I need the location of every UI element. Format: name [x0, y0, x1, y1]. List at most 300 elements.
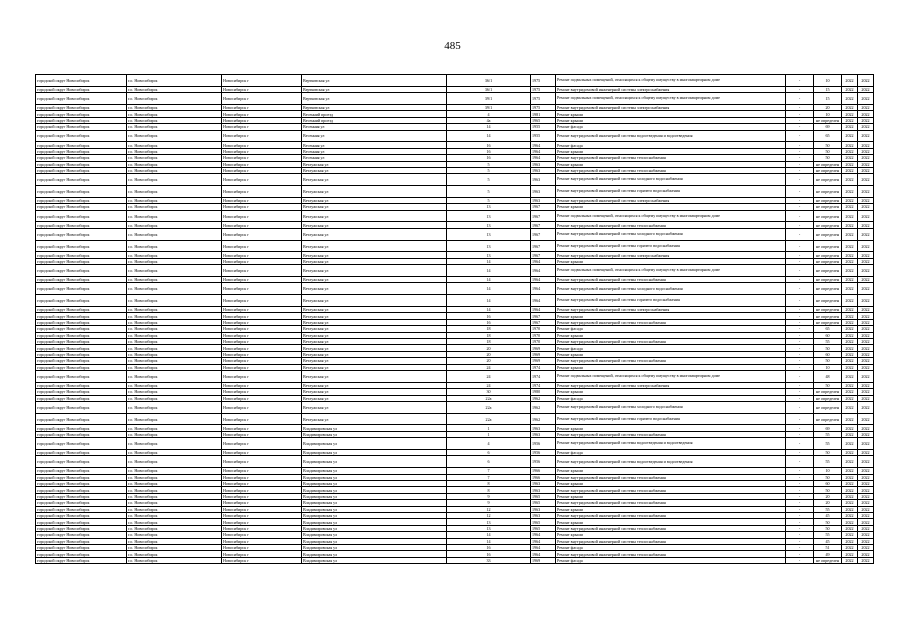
- cell-district: г.о. Новосибирск: [127, 186, 222, 198]
- cell-city: Новосибирск г: [222, 186, 302, 198]
- cell-work-type: Ремонт внутридомовой инженерной системы водоотведения и водоотведения: [556, 438, 786, 450]
- cell-work-type: Ремонт внутридомовой инженерной системы холодного водоснабжения: [556, 401, 786, 413]
- cell-work-type: Ремонт внутридомовой инженерной системы теплоснабжения: [556, 319, 786, 325]
- cell-year-end: 2022: [858, 438, 874, 450]
- cell-municipality: городской округ Новосибирск: [36, 364, 127, 370]
- cell-street: Владимировская ул: [302, 500, 447, 506]
- cell-year-start: 2022: [842, 252, 858, 258]
- cell-city: Новосибирск г: [222, 124, 302, 130]
- cell-year-start: 2022: [842, 551, 858, 557]
- cell-work-type: Ремонт крыши: [556, 351, 786, 357]
- cell-house: 30: [447, 389, 531, 395]
- cell-year-end: 2022: [858, 161, 874, 167]
- cell-municipality: городской округ Новосибирск: [36, 167, 127, 173]
- cell-dash: -: [786, 351, 814, 357]
- cell-city: Новосибирск г: [222, 117, 302, 123]
- cell-cost: 55: [814, 456, 842, 468]
- cell-year: 1964: [531, 277, 556, 283]
- cell-municipality: городской округ Новосибирск: [36, 551, 127, 557]
- cell-year-end: 2022: [858, 493, 874, 499]
- cell-city: Новосибирск г: [222, 228, 302, 240]
- cell-cost: 10: [814, 468, 842, 474]
- cell-year: 1964: [531, 551, 556, 557]
- cell-street: Владимировская ул: [302, 506, 447, 512]
- cell-municipality: городской округ Новосибирск: [36, 425, 127, 431]
- cell-municipality: городской округ Новосибирск: [36, 277, 127, 283]
- cell-year-end: 2022: [858, 222, 874, 228]
- cell-street: Ветлужская ул: [302, 358, 447, 364]
- cell-year-end: 2022: [858, 186, 874, 198]
- cell-dash: -: [786, 204, 814, 210]
- cell-cost: не определен: [814, 167, 842, 173]
- cell-year-end: 2022: [858, 252, 874, 258]
- cell-street: Вертковская ул: [302, 93, 447, 105]
- cell-cost: не определен: [814, 401, 842, 413]
- cell-year-start: 2022: [842, 124, 858, 130]
- cell-street: Ветлужская ул: [302, 332, 447, 338]
- cell-year-end: 2022: [858, 544, 874, 550]
- cell-street: Владимировская ул: [302, 538, 447, 544]
- cell-year-start: 2022: [842, 431, 858, 437]
- cell-dash: -: [786, 525, 814, 531]
- cell-street: Ветлужская ул: [302, 395, 447, 401]
- cell-municipality: городской округ Новосибирск: [36, 456, 127, 468]
- cell-district: г.о. Новосибирск: [127, 197, 222, 203]
- cell-work-type: Ремонт крыши: [556, 161, 786, 167]
- cell-year-start: 2022: [842, 265, 858, 277]
- cell-dash: -: [786, 104, 814, 110]
- cell-street: Владимировская ул: [302, 487, 447, 493]
- cell-work-type: Ремонт фасада: [556, 450, 786, 456]
- cell-house: 14: [447, 307, 531, 313]
- cell-district: г.о. Новосибирск: [127, 450, 222, 456]
- cell-street: Владимировская ул: [302, 493, 447, 499]
- cell-city: Новосибирск г: [222, 258, 302, 264]
- cell-street: Ветлужская ул: [302, 370, 447, 382]
- cell-year-start: 2022: [842, 130, 858, 142]
- cell-dash: -: [786, 130, 814, 142]
- cell-year: 1967: [531, 228, 556, 240]
- cell-year-start: 2022: [842, 500, 858, 506]
- cell-year-start: 2022: [842, 382, 858, 388]
- table-row: [36, 283, 874, 295]
- cell-cost: 51: [814, 544, 842, 550]
- cell-city: Новосибирск г: [222, 413, 302, 425]
- cell-year-end: 2022: [858, 167, 874, 173]
- cell-district: г.о. Новосибирск: [127, 512, 222, 518]
- cell-year-end: 2022: [858, 313, 874, 319]
- cell-cost: 50: [814, 148, 842, 154]
- cell-year-end: 2022: [858, 395, 874, 401]
- capital-repair-table: [35, 74, 874, 564]
- cell-work-type: Ремонт крыши: [556, 468, 786, 474]
- cell-district: г.о. Новосибирск: [127, 93, 222, 105]
- cell-cost: не определен: [814, 161, 842, 167]
- cell-year-end: 2022: [858, 111, 874, 117]
- cell-dash: -: [786, 75, 814, 87]
- cell-cost: не определен: [814, 277, 842, 283]
- cell-house: 39/1: [447, 93, 531, 105]
- cell-house: 24: [447, 364, 531, 370]
- cell-work-type: Ремонт внутридомовой инженерной системы горячего водоснабжения: [556, 413, 786, 425]
- cell-district: г.о. Новосибирск: [127, 313, 222, 319]
- cell-work-type: Ремонт внутридомовой инженерной системы теплоснабжения: [556, 487, 786, 493]
- cell-dash: -: [786, 512, 814, 518]
- cell-year: 1974: [531, 364, 556, 370]
- cell-municipality: городской округ Новосибирск: [36, 307, 127, 313]
- cell-house: 33: [447, 557, 531, 563]
- cell-cost: не определен: [814, 307, 842, 313]
- cell-cost: не определен: [814, 204, 842, 210]
- cell-work-type: Ремонт внутридомовой инженерной системы теплоснабжения: [556, 431, 786, 437]
- cell-municipality: городской округ Новосибирск: [36, 204, 127, 210]
- table-row: [36, 438, 874, 450]
- cell-cost: не определен: [814, 413, 842, 425]
- cell-work-type: Ремонт внутридомовой инженерной системы теплоснабжения: [556, 358, 786, 364]
- cell-dash: -: [786, 148, 814, 154]
- cell-cost: не определен: [814, 174, 842, 186]
- cell-year: 1975: [531, 75, 556, 87]
- cell-work-type: Ремонт фасада: [556, 124, 786, 130]
- cell-cost: 50: [814, 487, 842, 493]
- cell-municipality: городской округ Новосибирск: [36, 124, 127, 130]
- cell-dash: -: [786, 295, 814, 307]
- cell-municipality: городской округ Новосибирск: [36, 506, 127, 512]
- cell-year: 1969: [531, 345, 556, 351]
- cell-city: Новосибирск г: [222, 307, 302, 313]
- cell-cost: 50: [814, 345, 842, 351]
- cell-city: Новосибирск г: [222, 358, 302, 364]
- cell-year-start: 2022: [842, 364, 858, 370]
- cell-work-type: Ремонт внутридомовой инженерной системы водоотведения и водоотведения: [556, 456, 786, 468]
- cell-year: 1962: [531, 401, 556, 413]
- cell-house: 16: [447, 313, 531, 319]
- cell-municipality: городской округ Новосибирск: [36, 210, 127, 222]
- cell-municipality: городской округ Новосибирск: [36, 319, 127, 325]
- cell-dash: -: [786, 532, 814, 538]
- cell-dash: -: [786, 544, 814, 550]
- cell-city: Новосибирск г: [222, 557, 302, 563]
- cell-year-start: 2022: [842, 332, 858, 338]
- cell-municipality: городской округ Новосибирск: [36, 345, 127, 351]
- cell-cost: 60: [814, 351, 842, 357]
- cell-dash: -: [786, 389, 814, 395]
- cell-city: Новосибирск г: [222, 382, 302, 388]
- cell-dash: -: [786, 277, 814, 283]
- cell-year-end: 2022: [858, 117, 874, 123]
- cell-cost: 50: [814, 474, 842, 480]
- cell-street: Весенняя ул: [302, 148, 447, 154]
- cell-work-type: Ремонт внутридомовой инженерной системы холодного водоснабжения: [556, 174, 786, 186]
- cell-dash: -: [786, 438, 814, 450]
- cell-year-end: 2022: [858, 519, 874, 525]
- cell-municipality: городской округ Новосибирск: [36, 338, 127, 344]
- cell-house: 14: [447, 538, 531, 544]
- cell-dash: -: [786, 161, 814, 167]
- cell-house: 14: [447, 283, 531, 295]
- cell-city: Новосибирск г: [222, 155, 302, 161]
- table-row: [36, 93, 874, 105]
- cell-district: г.о. Новосибирск: [127, 351, 222, 357]
- cell-work-type: Ремонт фасада: [556, 142, 786, 148]
- cell-house: 12: [447, 512, 531, 518]
- cell-year-start: 2022: [842, 413, 858, 425]
- cell-district: г.о. Новосибирск: [127, 111, 222, 117]
- cell-work-type: Ремонт внутридомовой инженерной системы горячего водоснабжения: [556, 186, 786, 198]
- cell-city: Новосибирск г: [222, 431, 302, 437]
- cell-street: Владимировская ул: [302, 544, 447, 550]
- cell-year-end: 2022: [858, 130, 874, 142]
- cell-year-end: 2022: [858, 468, 874, 474]
- table-row: [36, 210, 874, 222]
- cell-year-start: 2022: [842, 474, 858, 480]
- cell-work-type: Ремонт крыши: [556, 111, 786, 117]
- cell-city: Новосибирск г: [222, 252, 302, 258]
- cell-municipality: городской округ Новосибирск: [36, 174, 127, 186]
- table-row: [36, 174, 874, 186]
- cell-house: 8: [447, 487, 531, 493]
- cell-city: Новосибирск г: [222, 204, 302, 210]
- cell-year-start: 2022: [842, 148, 858, 154]
- cell-work-type: Ремонт внутридомовой инженерной системы водоотведения и водоотведения: [556, 130, 786, 142]
- cell-district: г.о. Новосибирск: [127, 148, 222, 154]
- cell-year-start: 2022: [842, 338, 858, 344]
- cell-work-type: Ремонт внутридомовой инженерной системы теплоснабжения: [556, 338, 786, 344]
- cell-year-end: 2022: [858, 148, 874, 154]
- cell-cost: не определен: [814, 265, 842, 277]
- cell-house: 4: [447, 111, 531, 117]
- cell-work-type: Ремонт крыши: [556, 117, 786, 123]
- cell-street: Весенний проезд: [302, 117, 447, 123]
- cell-district: г.о. Новосибирск: [127, 277, 222, 283]
- cell-municipality: городской округ Новосибирск: [36, 431, 127, 437]
- cell-work-type: Ремонт внутридомовой инженерной системы теплоснабжения: [556, 167, 786, 173]
- cell-house: 18: [447, 326, 531, 332]
- cell-year-start: 2022: [842, 525, 858, 531]
- cell-municipality: городской округ Новосибирск: [36, 252, 127, 258]
- cell-street: Ветлужская ул: [302, 307, 447, 313]
- cell-municipality: городской округ Новосибирск: [36, 75, 127, 87]
- cell-city: Новосибирск г: [222, 148, 302, 154]
- cell-year-start: 2022: [842, 161, 858, 167]
- cell-city: Новосибирск г: [222, 265, 302, 277]
- cell-street: Ветлужская ул: [302, 364, 447, 370]
- cell-year: 1966: [531, 468, 556, 474]
- cell-dash: -: [786, 538, 814, 544]
- cell-district: г.о. Новосибирск: [127, 104, 222, 110]
- cell-year: 1965: [531, 117, 556, 123]
- cell-house: 14: [447, 124, 531, 130]
- cell-house: 12: [447, 506, 531, 512]
- cell-work-type: Ремонт крыши: [556, 364, 786, 370]
- cell-work-type: Ремонт крыши: [556, 532, 786, 538]
- cell-year-start: 2022: [842, 204, 858, 210]
- cell-year-end: 2022: [858, 240, 874, 252]
- cell-year-end: 2022: [858, 86, 874, 92]
- cell-city: Новосибирск г: [222, 75, 302, 87]
- cell-city: Новосибирск г: [222, 332, 302, 338]
- cell-cost: 50: [814, 382, 842, 388]
- cell-city: Новосибирск г: [222, 425, 302, 431]
- cell-cost: 65: [814, 326, 842, 332]
- cell-house: 1: [447, 425, 531, 431]
- cell-city: Новосибирск г: [222, 283, 302, 295]
- cell-street: Ветлужская ул: [302, 382, 447, 388]
- cell-dash: -: [786, 240, 814, 252]
- cell-house: 14: [447, 277, 531, 283]
- cell-work-type: Ремонт внутридомовой инженерной системы электроснабжения: [556, 86, 786, 92]
- cell-year-end: 2022: [858, 142, 874, 148]
- cell-city: Новосибирск г: [222, 395, 302, 401]
- cell-cost: 65: [814, 130, 842, 142]
- cell-district: г.о. Новосибирск: [127, 265, 222, 277]
- cell-year: 1964: [531, 538, 556, 544]
- cell-cost: 10: [814, 75, 842, 87]
- cell-year: 1964: [531, 258, 556, 264]
- cell-district: г.о. Новосибирск: [127, 210, 222, 222]
- cell-district: г.о. Новосибирск: [127, 130, 222, 142]
- cell-city: Новосибирск г: [222, 210, 302, 222]
- cell-house: 36/1: [447, 86, 531, 92]
- cell-cost: не определен: [814, 228, 842, 240]
- cell-house: 39/1: [447, 104, 531, 110]
- cell-year: 1963: [531, 425, 556, 431]
- cell-dash: -: [786, 252, 814, 258]
- cell-year-end: 2022: [858, 326, 874, 332]
- cell-year-end: 2022: [858, 283, 874, 295]
- cell-house: 14: [447, 295, 531, 307]
- cell-district: г.о. Новосибирск: [127, 481, 222, 487]
- cell-house: 14: [447, 258, 531, 264]
- cell-cost: 55: [814, 532, 842, 538]
- cell-year-start: 2022: [842, 104, 858, 110]
- cell-year-end: 2022: [858, 557, 874, 563]
- cell-street: Ветлужская ул: [302, 210, 447, 222]
- cell-work-type: Ремонт подвальных помещений, относящихся к общему имуществу в многоквартирном доме: [556, 75, 786, 87]
- cell-year-end: 2022: [858, 124, 874, 130]
- cell-municipality: городской округ Новосибирск: [36, 401, 127, 413]
- cell-house: 14: [447, 130, 531, 142]
- cell-city: Новосибирск г: [222, 345, 302, 351]
- cell-dash: -: [786, 338, 814, 344]
- cell-house: 5: [447, 167, 531, 173]
- cell-street: Владимировская ул: [302, 512, 447, 518]
- cell-dash: -: [786, 313, 814, 319]
- cell-municipality: городской округ Новосибирск: [36, 538, 127, 544]
- cell-dash: -: [786, 86, 814, 92]
- cell-municipality: городской округ Новосибирск: [36, 382, 127, 388]
- cell-year: 1980: [531, 389, 556, 395]
- cell-year: 1974: [531, 370, 556, 382]
- cell-year: 1964: [531, 307, 556, 313]
- cell-dash: -: [786, 557, 814, 563]
- cell-year-end: 2022: [858, 370, 874, 382]
- cell-district: г.о. Новосибирск: [127, 493, 222, 499]
- cell-street: Ветлужская ул: [302, 283, 447, 295]
- cell-year: 1963: [531, 167, 556, 173]
- cell-cost: не определен: [814, 258, 842, 264]
- cell-city: Новосибирск г: [222, 493, 302, 499]
- cell-year-end: 2022: [858, 450, 874, 456]
- cell-year: 1963: [531, 506, 556, 512]
- cell-year-end: 2022: [858, 277, 874, 283]
- cell-district: г.о. Новосибирск: [127, 389, 222, 395]
- cell-district: г.о. Новосибирск: [127, 295, 222, 307]
- cell-dash: -: [786, 382, 814, 388]
- cell-district: г.о. Новосибирск: [127, 525, 222, 531]
- cell-city: Новосибирск г: [222, 197, 302, 203]
- cell-street: Владимировская ул: [302, 481, 447, 487]
- cell-district: г.о. Новосибирск: [127, 456, 222, 468]
- cell-year-start: 2022: [842, 111, 858, 117]
- cell-municipality: городской округ Новосибирск: [36, 86, 127, 92]
- cell-street: Весенний проезд: [302, 111, 447, 117]
- cell-year: 1974: [531, 382, 556, 388]
- cell-cost: 50: [814, 142, 842, 148]
- cell-city: Новосибирск г: [222, 370, 302, 382]
- cell-municipality: городской округ Новосибирск: [36, 481, 127, 487]
- cell-year-start: 2022: [842, 155, 858, 161]
- cell-dash: -: [786, 500, 814, 506]
- cell-work-type: Ремонт внутридомовой инженерной системы теплоснабжения: [556, 474, 786, 480]
- cell-cost: 10: [814, 111, 842, 117]
- cell-district: г.о. Новосибирск: [127, 401, 222, 413]
- cell-dash: -: [786, 228, 814, 240]
- cell-house: 16: [447, 544, 531, 550]
- cell-street: Владимировская ул: [302, 557, 447, 563]
- cell-cost: 69: [814, 425, 842, 431]
- cell-year-start: 2022: [842, 222, 858, 228]
- cell-municipality: городской округ Новосибирск: [36, 265, 127, 277]
- cell-year-start: 2022: [842, 117, 858, 123]
- cell-dash: -: [786, 481, 814, 487]
- cell-city: Новосибирск г: [222, 240, 302, 252]
- cell-street: Владимировская ул: [302, 438, 447, 450]
- cell-house: 20: [447, 358, 531, 364]
- cell-district: г.о. Новосибирск: [127, 332, 222, 338]
- cell-dash: -: [786, 332, 814, 338]
- cell-district: г.о. Новосибирск: [127, 307, 222, 313]
- cell-cost: не определен: [814, 389, 842, 395]
- cell-cost: 55: [814, 431, 842, 437]
- cell-district: г.о. Новосибирск: [127, 155, 222, 161]
- cell-street: Ветлужская ул: [302, 197, 447, 203]
- cell-year: 1967: [531, 210, 556, 222]
- cell-year-start: 2022: [842, 142, 858, 148]
- cell-year-end: 2022: [858, 75, 874, 87]
- cell-year-start: 2022: [842, 358, 858, 364]
- cell-year-start: 2022: [842, 167, 858, 173]
- cell-year-end: 2022: [858, 307, 874, 313]
- cell-municipality: городской округ Новосибирск: [36, 413, 127, 425]
- cell-district: г.о. Новосибирск: [127, 86, 222, 92]
- cell-house: 6: [447, 450, 531, 456]
- cell-work-type: Ремонт крыши: [556, 425, 786, 431]
- cell-year: 1964: [531, 532, 556, 538]
- cell-city: Новосибирск г: [222, 512, 302, 518]
- cell-street: Вертковская ул: [302, 104, 447, 110]
- cell-cost: не определен: [814, 557, 842, 563]
- cell-district: г.о. Новосибирск: [127, 413, 222, 425]
- cell-work-type: Ремонт внутридомовой инженерной системы электроснабжения: [556, 197, 786, 203]
- cell-year-start: 2022: [842, 295, 858, 307]
- cell-street: Ветлужская ул: [302, 204, 447, 210]
- cell-house: 7: [447, 474, 531, 480]
- cell-district: г.о. Новосибирск: [127, 364, 222, 370]
- table-row: [36, 295, 874, 307]
- cell-year: 1963: [531, 161, 556, 167]
- cell-municipality: городской округ Новосибирск: [36, 351, 127, 357]
